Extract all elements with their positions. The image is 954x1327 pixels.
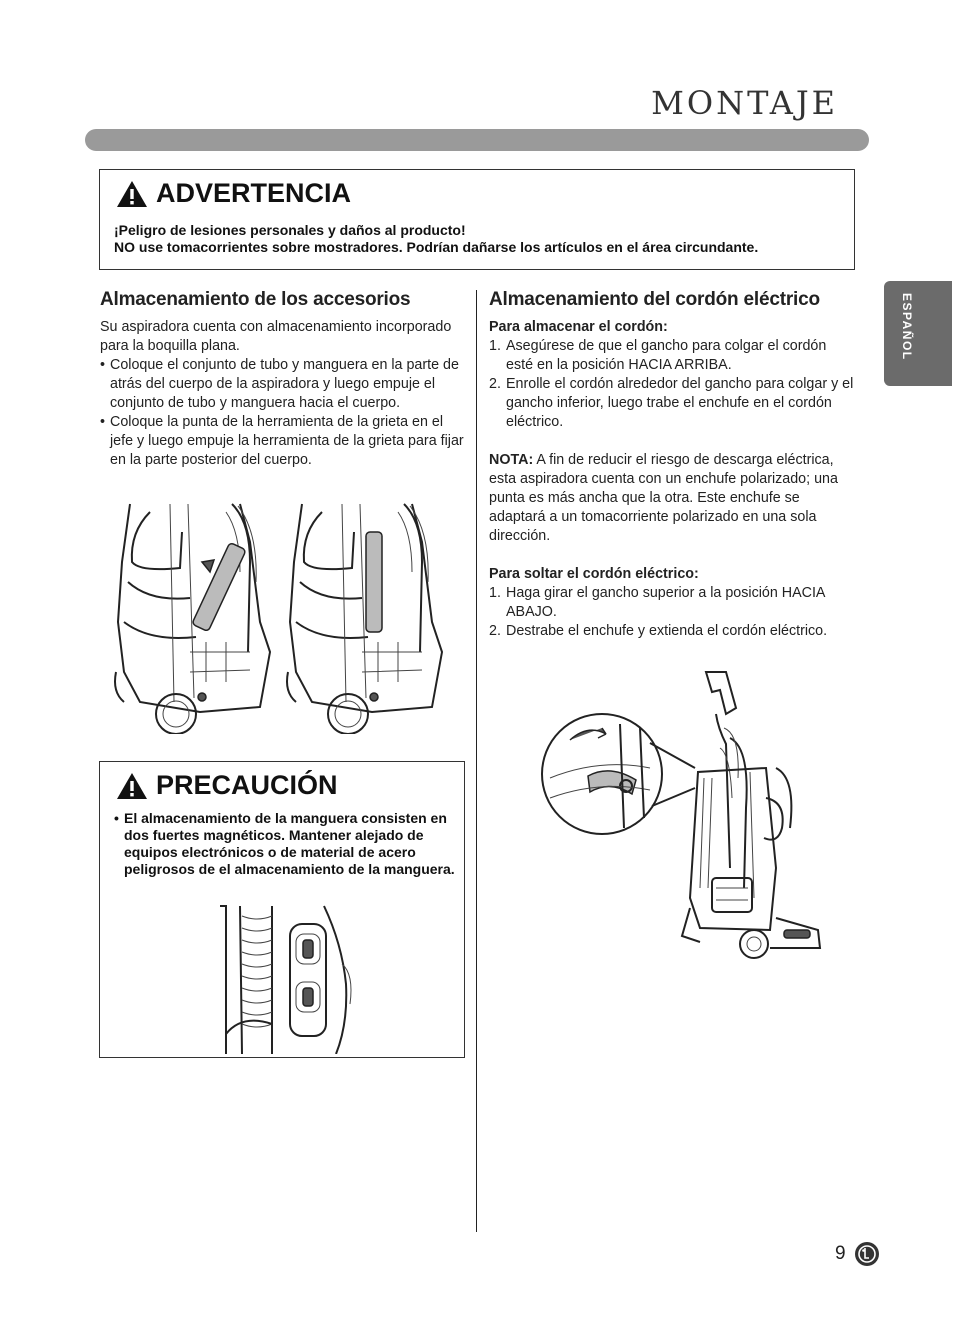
caution-heading-row (116, 770, 338, 801)
header-bar (85, 129, 869, 151)
cord-storage-illustration (540, 668, 830, 968)
page-number: 9 (835, 1243, 846, 1264)
language-tab-label: ESPAÑOL (900, 293, 914, 361)
cord-text (489, 318, 855, 641)
accessories-title: Almacenamiento de los accesorios (100, 289, 411, 310)
accessories-intro: Su aspiradora cuenta con almacenamiento incorporado para la boquilla plana. (100, 319, 452, 354)
accessory-storage-illustration-1 (110, 502, 278, 734)
cord-release-step-1: 1. Haga girar el gancho superior a la posición HACIA ABAJO. (489, 585, 825, 620)
warning-line-1: ¡Peligro de lesiones personales y daños al producto! (114, 222, 466, 238)
column-divider (476, 290, 477, 1232)
warning-heading-row (116, 178, 351, 209)
cord-store-step-2: 2. Enrolle el cordón alrededor del gancho para colgar y el gancho inferior, luego trabe el enchufe en el cordón eléctrico. (489, 376, 854, 430)
page-title: MONTAJE (651, 84, 838, 122)
language-tab (884, 281, 952, 386)
caution-heading: PRECAUCIÓN (156, 770, 338, 800)
accessories-bullet-1: • Coloque el conjunto de tubo y manguera en la parte de atrás del cuerpo de la aspiradora y luego empuje el conjunto de tubo y manguera hacia el cuerpo. (100, 357, 459, 411)
accessories-bullet-2: • Coloque la punta de la herramienta de la grieta en el jefe y luego empuje la herramienta de la grieta para fijar en la parte posterior del cuerpo. (100, 414, 464, 468)
warning-line-2: NO use tomacorrientes sobre mostradores. Podrían dañarse los artículos en el área circundante. (114, 239, 759, 255)
warning-triangle-icon (116, 180, 148, 208)
caution-box (99, 761, 465, 1058)
caution-text: • El almacenamiento de la manguera consisten en dos fuertes magnéticos. Mantener alejado de equipos electrónicos o de material de acero peligrosos de el almacenamiento de la manguera. (114, 810, 455, 877)
accessories-text (100, 318, 466, 470)
hose-storage-magnets-illustration (212, 904, 362, 1054)
cord-store-step-1: 1. Asegúrese de que el gancho para colgar el cordón esté en la posición HACIA ARRIBA. (489, 338, 827, 373)
cord-store-heading: Para almacenar el cordón: (489, 319, 668, 335)
cord-title: Almacenamiento del cordón eléctrico (489, 289, 820, 310)
warning-heading: ADVERTENCIA (156, 178, 352, 208)
accessory-storage-illustration-2 (282, 502, 450, 734)
cord-note: NOTA: A fin de reducir el riesgo de descarga eléctrica, esta aspiradora cuenta con un enchufe polarizado; una punta es más ancha que la otra. Este enchufe se adaptará a un tomacorriente polarizado en una sola dirección. (489, 452, 838, 544)
warning-box (99, 169, 855, 270)
cord-release-heading: Para soltar el cordón eléctrico: (489, 566, 699, 582)
cord-release-step-2: 2. Destrabe el enchufe y extienda el cordón eléctrico. (489, 623, 828, 639)
lg-logo-icon (854, 1241, 880, 1267)
warning-triangle-icon (116, 772, 148, 800)
